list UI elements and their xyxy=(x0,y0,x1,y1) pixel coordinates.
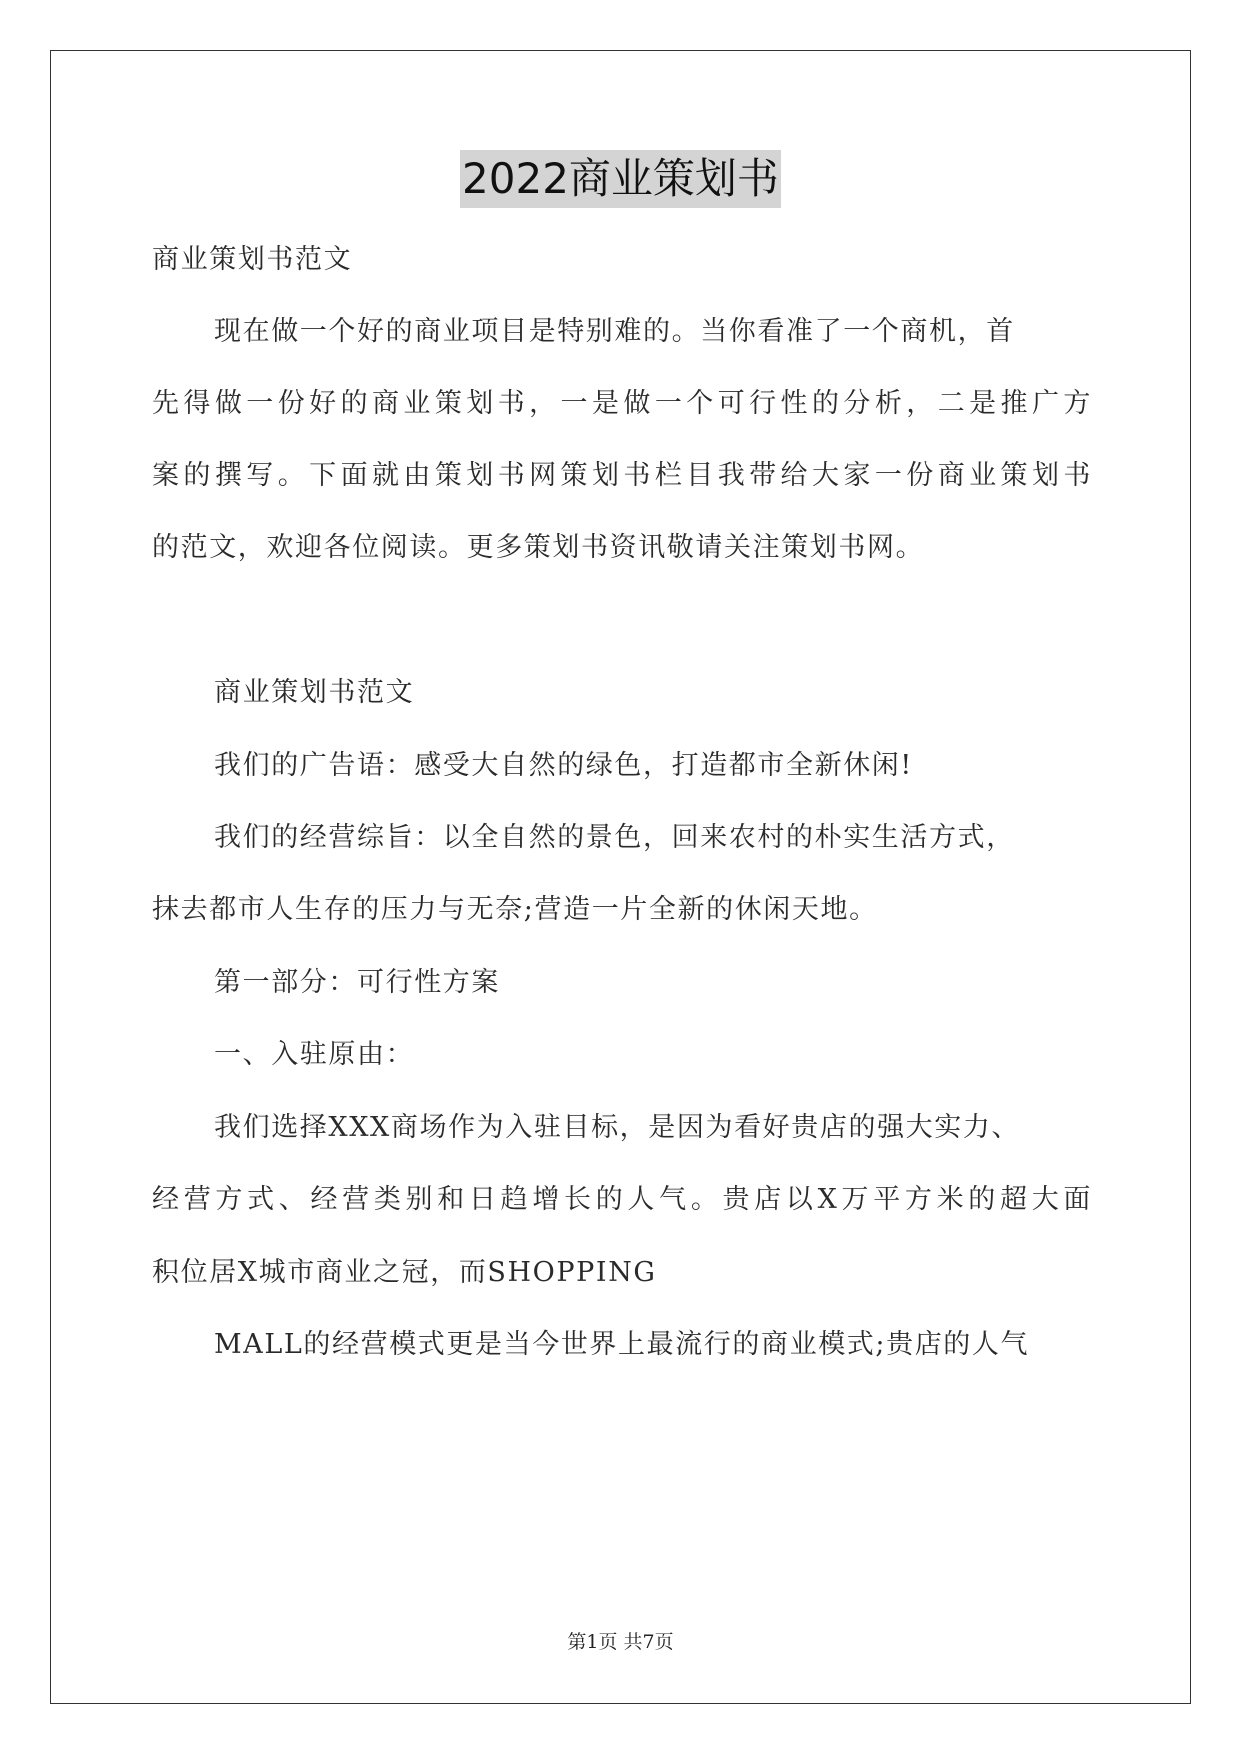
page-footer: 第1页 共7页 xyxy=(567,1631,674,1653)
subtitle-line: 商业策划书范文 xyxy=(152,244,353,275)
section-heading: 一、入驻原由： xyxy=(214,1039,415,1070)
paragraph-line: MALL的经营模式更是当今世界上最流行的商业模式;贵店的人气 xyxy=(214,1329,1030,1360)
paragraph-line: 经营方式、经营类别和日趋增长的人气。贵店以X万平方米的超大面 xyxy=(152,1184,1092,1215)
paragraph-line: 积位居X城市商业之冠，而SHOPPING xyxy=(152,1257,657,1288)
document-title: 2022商业策划书 xyxy=(460,150,781,208)
paragraph-line: 现在做一个好的商业项目是特别难的。当你看准了一个商机，首 xyxy=(214,316,1015,347)
paragraph-line: 我们选择XXX商场作为入驻目标，是因为看好贵店的强大实力、 xyxy=(214,1112,1021,1143)
paragraph-line: 先得做一份好的商业策划书，一是做一个可行性的分析，二是推广方 xyxy=(152,388,1092,419)
section-heading: 第一部分：可行性方案 xyxy=(214,967,500,998)
paragraph-line: 抹去都市人生存的压力与无奈;营造一片全新的休闲天地。 xyxy=(152,894,878,925)
page-border xyxy=(50,50,1191,1704)
paragraph-line: 的范文，欢迎各位阅读。更多策划书资讯敬请关注策划书网。 xyxy=(152,532,925,563)
title-wrap xyxy=(0,150,1241,208)
paragraph-line: 我们的经营综旨：以全自然的景色，回来农村的朴实生活方式， xyxy=(214,822,1015,853)
paragraph-line: 案的撰写。下面就由策划书网策划书栏目我带给大家一份商业策划书 xyxy=(152,460,1092,491)
paragraph-line: 我们的广告语：感受大自然的绿色，打造都市全新休闲! xyxy=(214,750,913,781)
section-heading: 商业策划书范文 xyxy=(214,677,415,708)
